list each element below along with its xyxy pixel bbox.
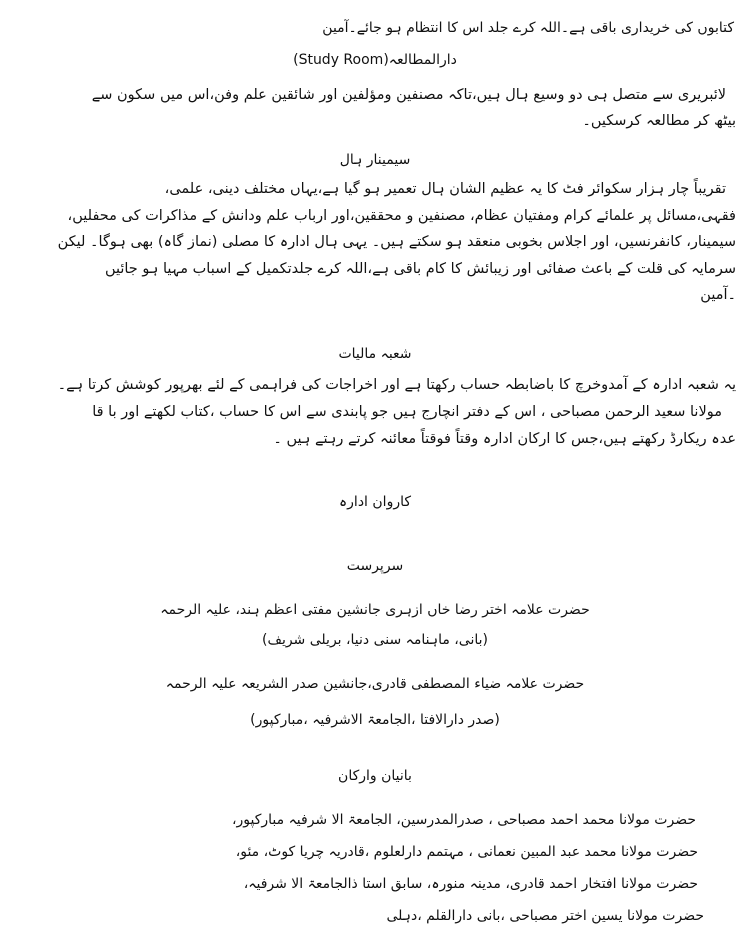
study-room-heading: دارالمطالعہ(Study Room) [293,52,457,68]
seminar-hall-paragraph [14,176,736,309]
founder-line: حضرت مولانا یسین اختر مصباحی ،بانی دارالقلم ،دہلی [386,908,704,924]
founder-line: حضرت مولانا محمد احمد مصباحی ، صدرالمدرسین، الجامعۃ الا شرفیہ مبارکپور، [231,812,696,828]
seminar-hall-heading: سیمینار ہال [339,152,411,168]
finance-paragraph [14,372,736,453]
study-room-line: لائبریری سے متصل ہی دو وسیع ہال ہیں،تاکہ مصنفین ومؤلفین اور شائقین علم وفن،اس میں سکون سے [91,87,726,103]
patron-line: (بانی، ماہنامہ سنی دنیا، بریلی شریف) [261,632,488,648]
finance-heading: شعبہ مالیات [338,346,412,362]
founders-heading: بانیان وارکان [338,768,412,784]
patrons-heading: سرپرست [346,558,404,574]
seminar-line: فقہی،مسائل پر علمائے کرام ومفتیان عظام، مصنفین و محققین،اور ارباب علم ودانش کے مذاکرات کی محفلیں، [67,207,736,224]
finance-line: یہ شعبہ ادارہ کے آمدوخرچ کا باضابطہ حساب رکھتا ہے اور اخراجات کی فراہمی کے لئے بھرپور کوشش کرتا ہے۔ [57,377,736,393]
seminar-line: تقریباً چار ہزار سکوائر فٹ کا یہ عظیم الشان ہال تعمیر ہو گیا ہے،یہاں مختلف دینی، علمی، [164,181,726,197]
seminar-line: سیمینار، کانفرنسیں، اور اجلاس بخوبی منعقد ہو سکتے ہیں۔ یہی ہال ادارہ کا مصلی (نماز گاہ) بھی ہوگا۔ لیکن [57,234,736,250]
books-note-line: کتابوں کی خریداری باقی ہے۔اللہ کرے جلد اس کا انتظام ہو جائے۔آمین [322,20,734,36]
patron-line: حضرت علامہ اختر رضا خاں ازہری جانشین مفتی اعظم ہند، علیہ الرحمہ [160,602,590,618]
seminar-line: ۔آمین [700,287,736,303]
seminar-line: سرمایہ کی قلت کے باعث صفائی اور زیبائش کا کام باقی ہے،اللہ کرے جلدتکمیل کے اسباب مہیا ہو جائیں [104,260,736,277]
caravan-heading: کاروان ادارہ [338,494,412,510]
patron-line: (صدر دارالافتا ،الجامعۃ الاشرفیہ ،مبارکپور) [250,712,500,728]
finance-line: عدہ ریکارڈ رکھتے ہیں،جس کا ارکان ادارہ وقتاً فوقتاً معائنہ کرتے رہتے ہیں ۔ [273,431,736,447]
founder-line: حضرت مولانا افتخار احمد قادری، مدینہ منورہ، سابق استا ذالجامعۃ الا شرفیہ، [243,876,698,892]
study-room-line: بیٹھ کر مطالعہ کرسکیں۔ [582,113,736,129]
founder-line: حضرت مولانا محمد عبد المبین نعمانی ، مہتمم دارلعلوم ،قادریہ چریا کوٹ، مئو، [235,844,698,860]
finance-line: مولانا سعید الرحمن مصباحی ، اس کے دفتر انچارج ہیں جو پابندی سے اس کا حساب ،کتاب لکھتے اور با قا [92,404,722,420]
patron-line: حضرت علامہ ضیاء المصطفی قادری،جانشین صدر الشریعہ علیہ الرحمہ [165,676,585,692]
study-room-paragraph [14,82,736,134]
